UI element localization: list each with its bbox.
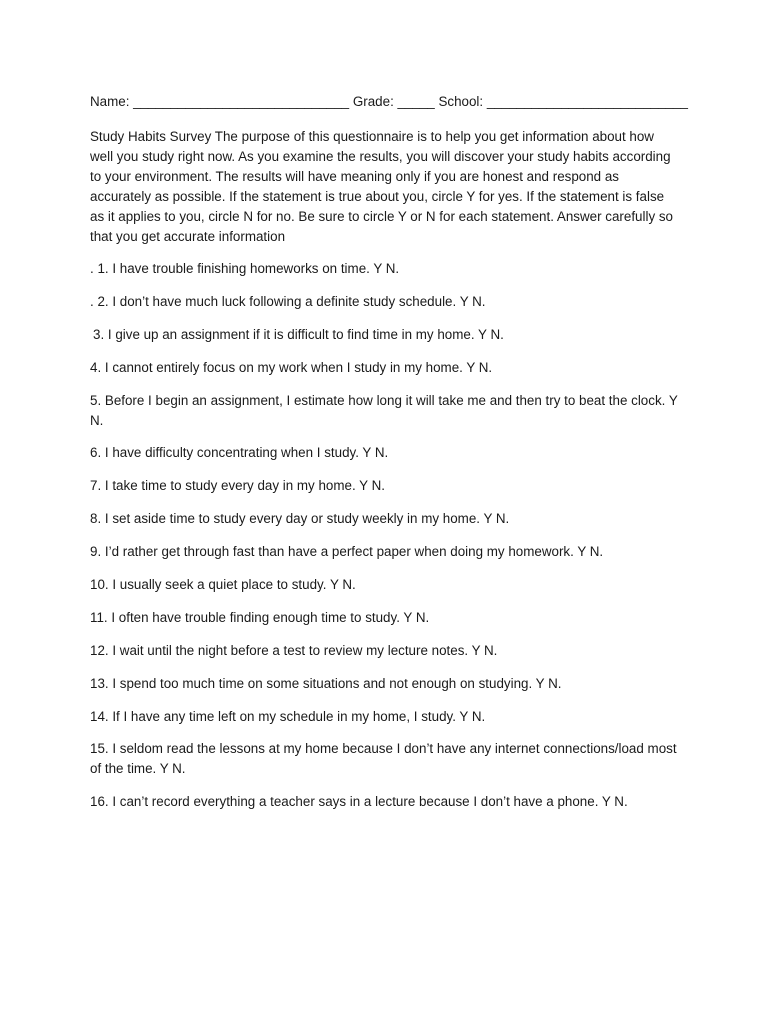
question-item: . 1. I have trouble finishing homeworks on time. Y N.: [90, 261, 400, 276]
question-item: . 2. I don’t have much luck following a definite study schedule. Y N.: [90, 293, 486, 309]
survey-instructions: Study Habits Survey The purpose of this questionnaire is to help you get information about how well you study right now. As you examine the results, you will discover your study habits according to your environment. The results will have meaning only if you are honest and respond as accurately as possible. If the statement is true about you, circle Y for yes. If the statement is false as it applies to you, circle N for no. Be sure to circle Y or N for each statement. Answer carefully so that you get accurate information: [90, 129, 674, 244]
question-item: 3. I give up an assignment if it is difficult to find time in my home. Y N.: [93, 326, 504, 342]
question-item: 13. I spend too much time on some situations and not enough on studying. Y N.: [90, 675, 562, 691]
question-item: 14. If I have any time left on my schedule in my home, I study. Y N.: [90, 708, 486, 724]
question-item: 12. I wait until the night before a test to review my lecture notes. Y N.: [90, 642, 498, 658]
question-list: [90, 259, 680, 812]
question-item: 6. I have difficulty concentrating when I study. Y N.: [90, 445, 389, 461]
question-item: 16. I can’t record everything a teacher says in a lecture because I don’t have a phone. Y N.: [90, 794, 628, 810]
question-item: 10. I usually seek a quiet place to study. Y N.: [90, 577, 356, 593]
question-item: 7. I take time to study every day in my home. Y N.: [90, 478, 385, 494]
student-info-line: Name: _____________________________ Grade: _____ School: ___________________________: [90, 94, 688, 109]
question-item: 4. I cannot entirely focus on my work when I study in my home. Y N.: [90, 359, 493, 375]
question-item: 15. I seldom read the lessons at my home because I don’t have any internet connections/load most of the time. Y N.: [90, 741, 677, 777]
question-item: 5. Before I begin an assignment, I estimate how long it will take me and then try to beat the clock. Y N.: [90, 392, 678, 428]
question-item: 11. I often have trouble finding enough time to study. Y N.: [90, 609, 430, 625]
question-item: 8. I set aside time to study every day or study weekly in my home. Y N.: [90, 511, 510, 527]
question-item: 9. I’d rather get through fast than have a perfect paper when doing my homework. Y N.: [90, 544, 604, 560]
